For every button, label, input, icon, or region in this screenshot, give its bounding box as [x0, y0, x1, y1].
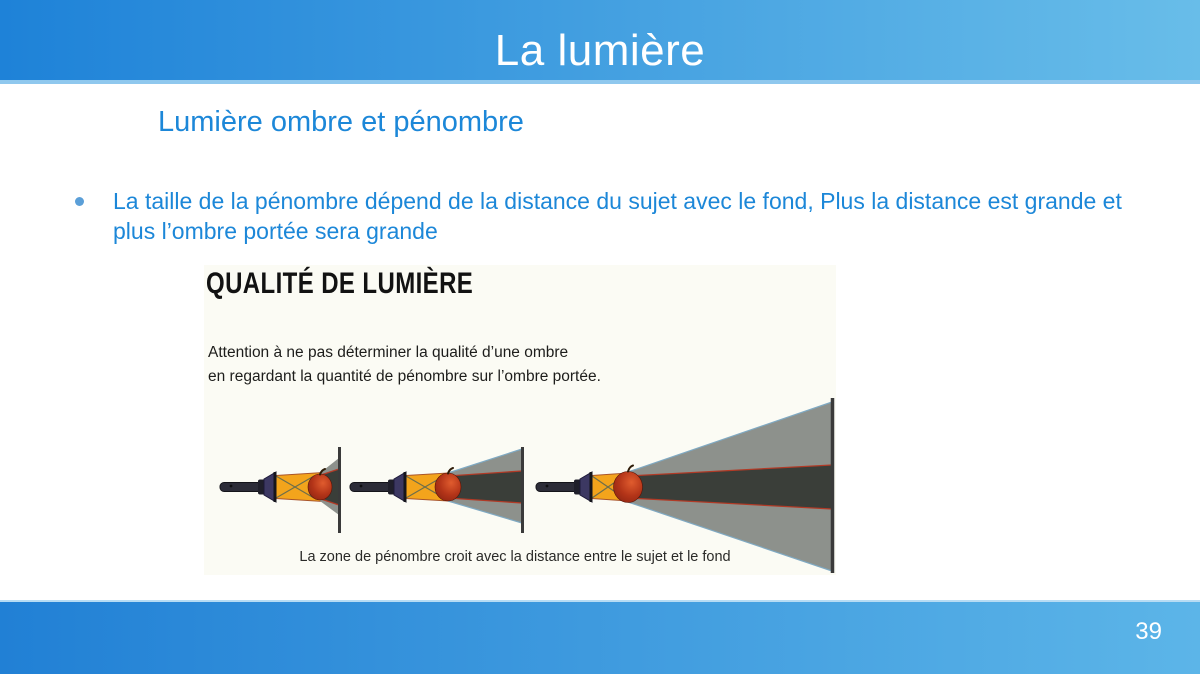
slide-title: La lumière [494, 26, 706, 75]
slide-footer [0, 600, 1200, 674]
setup-short-distance [220, 447, 340, 533]
figure-caption: La zone de pénombre croit avec la distance entre le sujet et le fond [299, 549, 731, 565]
penumbra-diagram [204, 265, 836, 575]
flashlight-icon [536, 472, 593, 502]
slide-subtitle: Lumière ombre et pénombre [158, 106, 524, 138]
bullet-text: La taille de la pénombre dépend de la distance du sujet avec le fond, Plus la distance est grande et plus l’ombre portée sera grande [113, 188, 1122, 244]
bullet-dot-icon [75, 197, 84, 206]
figure-heading: QUALITÉ DE LUMIÈRE [206, 267, 474, 300]
figure-light-quality [204, 265, 836, 575]
figure-note-line-2: en regardant la quantité de pénombre sur l’ombre portée. [208, 368, 601, 385]
setup-large-distance [536, 398, 833, 573]
page-number: 39 [1135, 618, 1162, 645]
flashlight-icon [350, 472, 407, 502]
setup-medium-distance [350, 447, 523, 533]
figure-note-line-1: Attention à ne pas déterminer la qualité d’une ombre [208, 344, 569, 361]
slide-header [0, 0, 1200, 84]
flashlight-icon [220, 472, 277, 502]
